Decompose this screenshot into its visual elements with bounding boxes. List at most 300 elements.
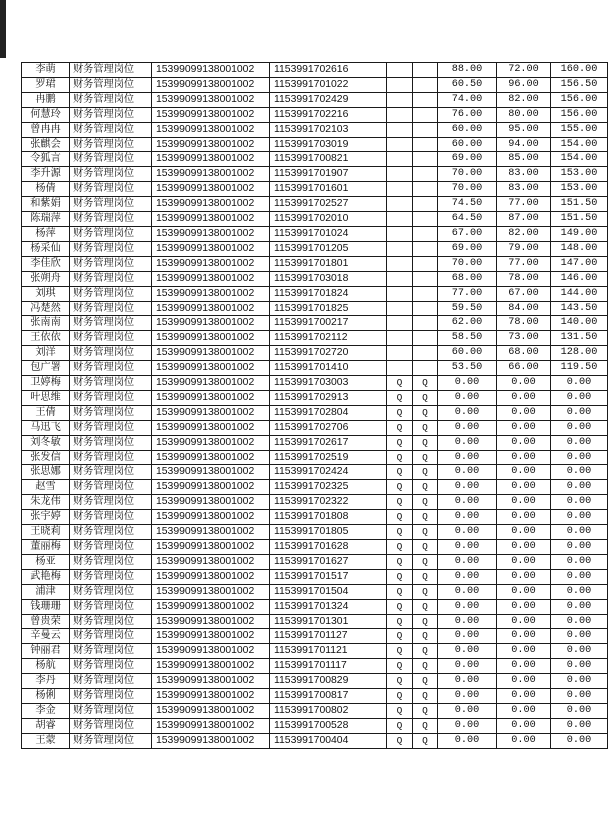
post-name-cell: 财务管理岗位 <box>70 480 152 495</box>
post-name-cell: 财务管理岗位 <box>70 554 152 569</box>
candidate-name-cell: 和紫娟 <box>22 197 70 212</box>
status-flag-cell <box>387 212 413 227</box>
candidate-name-cell: 张麒会 <box>22 137 70 152</box>
post-name-cell: 财务管理岗位 <box>70 569 152 584</box>
exam-id-cell: 1153991703019 <box>270 137 387 152</box>
interview-score-cell: 79.00 <box>497 241 551 256</box>
position-code-cell: 15399099138001002 <box>152 465 270 480</box>
candidate-name-cell: 杨倩 <box>22 182 70 197</box>
position-code-cell: 15399099138001002 <box>152 346 270 361</box>
candidate-name-cell: 王晓莉 <box>22 525 70 540</box>
table-row <box>22 63 608 78</box>
post-name-cell: 财务管理岗位 <box>70 718 152 733</box>
status-flag-cell: Q <box>387 525 413 540</box>
interview-score-cell: 0.00 <box>497 644 551 659</box>
candidate-name-cell: 张发信 <box>22 450 70 465</box>
table-row <box>22 390 608 405</box>
post-name-cell: 财务管理岗位 <box>70 599 152 614</box>
total-score-cell: 119.50 <box>551 361 608 376</box>
total-score-cell: 0.00 <box>551 390 608 405</box>
candidate-name-cell: 令狐言 <box>22 152 70 167</box>
written-score-cell: 60.00 <box>438 346 497 361</box>
post-name-cell: 财务管理岗位 <box>70 271 152 286</box>
written-score-cell: 0.00 <box>438 733 497 748</box>
total-score-cell: 0.00 <box>551 614 608 629</box>
written-score-cell: 74.50 <box>438 197 497 212</box>
written-score-cell: 0.00 <box>438 644 497 659</box>
status-flag-cell: Q <box>387 376 413 391</box>
exam-id-cell: 1153991701410 <box>270 361 387 376</box>
status-flag-cell: Q <box>413 674 438 689</box>
written-score-cell: 59.50 <box>438 301 497 316</box>
written-score-cell: 88.00 <box>438 63 497 78</box>
status-flag-cell <box>413 361 438 376</box>
interview-score-cell: 0.00 <box>497 390 551 405</box>
written-score-cell: 0.00 <box>438 554 497 569</box>
written-score-cell: 60.00 <box>438 122 497 137</box>
table-row <box>22 525 608 540</box>
exam-id-cell: 1153991702010 <box>270 212 387 227</box>
table-row <box>22 540 608 555</box>
status-flag-cell <box>387 256 413 271</box>
post-name-cell: 财务管理岗位 <box>70 733 152 748</box>
position-code-cell: 15399099138001002 <box>152 584 270 599</box>
exam-id-cell: 1153991702429 <box>270 92 387 107</box>
status-flag-cell: Q <box>413 629 438 644</box>
post-name-cell: 财务管理岗位 <box>70 376 152 391</box>
written-score-cell: 64.50 <box>438 212 497 227</box>
position-code-cell: 15399099138001002 <box>152 495 270 510</box>
status-flag-cell: Q <box>387 465 413 480</box>
exam-id-cell: 1153991701601 <box>270 182 387 197</box>
interview-score-cell: 95.00 <box>497 122 551 137</box>
post-name-cell: 财务管理岗位 <box>70 703 152 718</box>
status-flag-cell <box>413 316 438 331</box>
interview-score-cell: 80.00 <box>497 107 551 122</box>
post-name-cell: 财务管理岗位 <box>70 226 152 241</box>
candidate-name-cell: 卫婷梅 <box>22 376 70 391</box>
position-code-cell: 15399099138001002 <box>152 107 270 122</box>
table-row <box>22 689 608 704</box>
status-flag-cell <box>413 226 438 241</box>
total-score-cell: 153.00 <box>551 167 608 182</box>
status-flag-cell: Q <box>387 405 413 420</box>
post-name-cell: 财务管理岗位 <box>70 495 152 510</box>
total-score-cell: 0.00 <box>551 510 608 525</box>
written-score-cell: 60.00 <box>438 137 497 152</box>
interview-score-cell: 82.00 <box>497 226 551 241</box>
total-score-cell: 0.00 <box>551 480 608 495</box>
status-flag-cell: Q <box>413 435 438 450</box>
post-name-cell: 财务管理岗位 <box>70 122 152 137</box>
interview-score-cell: 0.00 <box>497 584 551 599</box>
position-code-cell: 15399099138001002 <box>152 122 270 137</box>
table-row <box>22 629 608 644</box>
written-score-cell: 0.00 <box>438 540 497 555</box>
position-code-cell: 15399099138001002 <box>152 733 270 748</box>
position-code-cell: 15399099138001002 <box>152 689 270 704</box>
written-score-cell: 53.50 <box>438 361 497 376</box>
written-score-cell: 0.00 <box>438 689 497 704</box>
position-code-cell: 15399099138001002 <box>152 212 270 227</box>
table-row <box>22 92 608 107</box>
post-name-cell: 财务管理岗位 <box>70 629 152 644</box>
status-flag-cell <box>387 152 413 167</box>
interview-score-cell: 0.00 <box>497 614 551 629</box>
total-score-cell: 0.00 <box>551 584 608 599</box>
written-score-cell: 0.00 <box>438 569 497 584</box>
written-score-cell: 68.00 <box>438 271 497 286</box>
candidate-name-cell: 武艳梅 <box>22 569 70 584</box>
total-score-cell: 140.00 <box>551 316 608 331</box>
written-score-cell: 0.00 <box>438 480 497 495</box>
table-row <box>22 197 608 212</box>
candidate-name-cell: 王依依 <box>22 331 70 346</box>
position-code-cell: 15399099138001002 <box>152 450 270 465</box>
exam-id-cell: 1153991700829 <box>270 674 387 689</box>
candidate-name-cell: 张南南 <box>22 316 70 331</box>
table-row <box>22 659 608 674</box>
position-code-cell: 15399099138001002 <box>152 644 270 659</box>
table-row <box>22 435 608 450</box>
exam-id-cell: 1153991701824 <box>270 286 387 301</box>
written-score-cell: 60.50 <box>438 77 497 92</box>
post-name-cell: 财务管理岗位 <box>70 167 152 182</box>
candidate-name-cell: 李金 <box>22 703 70 718</box>
total-score-cell: 0.00 <box>551 420 608 435</box>
position-code-cell: 15399099138001002 <box>152 316 270 331</box>
written-score-cell: 0.00 <box>438 674 497 689</box>
status-flag-cell <box>387 63 413 78</box>
total-score-cell: 0.00 <box>551 733 608 748</box>
total-score-cell: 156.00 <box>551 107 608 122</box>
table-row <box>22 674 608 689</box>
table-row <box>22 554 608 569</box>
status-flag-cell <box>387 167 413 182</box>
status-flag-cell <box>413 137 438 152</box>
written-score-cell: 0.00 <box>438 420 497 435</box>
candidate-name-cell: 钟丽君 <box>22 644 70 659</box>
table-row <box>22 122 608 137</box>
total-score-cell: 131.50 <box>551 331 608 346</box>
status-flag-cell: Q <box>413 525 438 540</box>
interview-score-cell: 82.00 <box>497 92 551 107</box>
total-score-cell: 156.00 <box>551 92 608 107</box>
exam-id-cell: 1153991702103 <box>270 122 387 137</box>
post-name-cell: 财务管理岗位 <box>70 689 152 704</box>
status-flag-cell: Q <box>387 733 413 748</box>
written-score-cell: 0.00 <box>438 629 497 644</box>
status-flag-cell: Q <box>387 644 413 659</box>
exam-id-cell: 1153991700404 <box>270 733 387 748</box>
status-flag-cell <box>413 256 438 271</box>
position-code-cell: 15399099138001002 <box>152 390 270 405</box>
table-row <box>22 480 608 495</box>
status-flag-cell: Q <box>387 495 413 510</box>
total-score-cell: 151.50 <box>551 212 608 227</box>
status-flag-cell: Q <box>387 599 413 614</box>
candidate-name-cell: 曾贵荣 <box>22 614 70 629</box>
exam-id-cell: 1153991701628 <box>270 540 387 555</box>
interview-score-cell: 0.00 <box>497 376 551 391</box>
table-row <box>22 286 608 301</box>
table-row <box>22 733 608 748</box>
post-name-cell: 财务管理岗位 <box>70 92 152 107</box>
candidate-name-cell: 杨航 <box>22 659 70 674</box>
status-flag-cell: Q <box>413 405 438 420</box>
interview-score-cell: 83.00 <box>497 167 551 182</box>
interview-score-cell: 0.00 <box>497 554 551 569</box>
status-flag-cell: Q <box>413 733 438 748</box>
position-code-cell: 15399099138001002 <box>152 361 270 376</box>
status-flag-cell: Q <box>387 629 413 644</box>
candidate-name-cell: 李佳欣 <box>22 256 70 271</box>
status-flag-cell <box>413 212 438 227</box>
candidate-name-cell: 张朔舟 <box>22 271 70 286</box>
post-name-cell: 财务管理岗位 <box>70 644 152 659</box>
total-score-cell: 0.00 <box>551 659 608 674</box>
table-row <box>22 450 608 465</box>
written-score-cell: 0.00 <box>438 376 497 391</box>
written-score-cell: 0.00 <box>438 525 497 540</box>
post-name-cell: 财务管理岗位 <box>70 197 152 212</box>
status-flag-cell: Q <box>387 510 413 525</box>
position-code-cell: 15399099138001002 <box>152 376 270 391</box>
interview-score-cell: 0.00 <box>497 480 551 495</box>
status-flag-cell: Q <box>387 390 413 405</box>
total-score-cell: 0.00 <box>551 465 608 480</box>
position-code-cell: 15399099138001002 <box>152 167 270 182</box>
position-code-cell: 15399099138001002 <box>152 241 270 256</box>
exam-id-cell: 1153991701127 <box>270 629 387 644</box>
written-score-cell: 0.00 <box>438 584 497 599</box>
status-flag-cell: Q <box>413 569 438 584</box>
exam-id-cell: 1153991702325 <box>270 480 387 495</box>
written-score-cell: 0.00 <box>438 659 497 674</box>
interview-score-cell: 78.00 <box>497 271 551 286</box>
table-row <box>22 420 608 435</box>
post-name-cell: 财务管理岗位 <box>70 286 152 301</box>
written-score-cell: 58.50 <box>438 331 497 346</box>
exam-id-cell: 1153991702804 <box>270 405 387 420</box>
written-score-cell: 69.00 <box>438 152 497 167</box>
status-flag-cell: Q <box>387 480 413 495</box>
exam-id-cell: 1153991702527 <box>270 197 387 212</box>
post-name-cell: 财务管理岗位 <box>70 256 152 271</box>
table-row <box>22 316 608 331</box>
written-score-cell: 0.00 <box>438 405 497 420</box>
status-flag-cell: Q <box>413 540 438 555</box>
candidate-name-cell: 张宇婷 <box>22 510 70 525</box>
written-score-cell: 77.00 <box>438 286 497 301</box>
exam-id-cell: 1153991701121 <box>270 644 387 659</box>
interview-score-cell: 0.00 <box>497 465 551 480</box>
exam-id-cell: 1153991702216 <box>270 107 387 122</box>
post-name-cell: 财务管理岗位 <box>70 107 152 122</box>
total-score-cell: 154.00 <box>551 137 608 152</box>
interview-score-cell: 68.00 <box>497 346 551 361</box>
total-score-cell: 0.00 <box>551 376 608 391</box>
interview-score-cell: 83.00 <box>497 182 551 197</box>
candidate-name-cell: 曾冉冉 <box>22 122 70 137</box>
interview-score-cell: 66.00 <box>497 361 551 376</box>
exam-id-cell: 1153991701504 <box>270 584 387 599</box>
candidate-name-cell: 何慧玲 <box>22 107 70 122</box>
written-score-cell: 0.00 <box>438 599 497 614</box>
total-score-cell: 0.00 <box>551 703 608 718</box>
exam-id-cell: 1153991700817 <box>270 689 387 704</box>
total-score-cell: 0.00 <box>551 599 608 614</box>
total-score-cell: 160.00 <box>551 63 608 78</box>
exam-id-cell: 1153991701024 <box>270 226 387 241</box>
status-flag-cell <box>387 286 413 301</box>
table-row <box>22 346 608 361</box>
status-flag-cell: Q <box>387 540 413 555</box>
status-flag-cell: Q <box>387 450 413 465</box>
status-flag-cell: Q <box>413 390 438 405</box>
post-name-cell: 财务管理岗位 <box>70 331 152 346</box>
exam-id-cell: 1153991702616 <box>270 63 387 78</box>
interview-score-cell: 0.00 <box>497 569 551 584</box>
post-name-cell: 财务管理岗位 <box>70 361 152 376</box>
candidate-name-cell: 杨亚 <box>22 554 70 569</box>
candidate-name-cell: 包广署 <box>22 361 70 376</box>
table-row <box>22 77 608 92</box>
exam-id-cell: 1153991702913 <box>270 390 387 405</box>
candidate-name-cell: 马迅飞 <box>22 420 70 435</box>
status-flag-cell <box>387 182 413 197</box>
position-code-cell: 15399099138001002 <box>152 77 270 92</box>
status-flag-cell <box>413 167 438 182</box>
interview-score-cell: 77.00 <box>497 197 551 212</box>
candidate-name-cell: 叶思维 <box>22 390 70 405</box>
candidate-name-cell: 刘琪 <box>22 286 70 301</box>
status-flag-cell <box>387 197 413 212</box>
exam-id-cell: 1153991700528 <box>270 718 387 733</box>
status-flag-cell <box>413 122 438 137</box>
position-code-cell: 15399099138001002 <box>152 435 270 450</box>
total-score-cell: 148.00 <box>551 241 608 256</box>
table-row <box>22 182 608 197</box>
interview-score-cell: 0.00 <box>497 495 551 510</box>
status-flag-cell <box>413 92 438 107</box>
total-score-cell: 0.00 <box>551 495 608 510</box>
status-flag-cell <box>413 331 438 346</box>
status-flag-cell <box>387 316 413 331</box>
candidate-name-cell: 张思娜 <box>22 465 70 480</box>
status-flag-cell: Q <box>413 689 438 704</box>
exam-id-cell: 1153991702112 <box>270 331 387 346</box>
status-flag-cell <box>387 241 413 256</box>
post-name-cell: 财务管理岗位 <box>70 316 152 331</box>
written-score-cell: 62.00 <box>438 316 497 331</box>
status-flag-cell: Q <box>413 584 438 599</box>
position-code-cell: 15399099138001002 <box>152 599 270 614</box>
written-score-cell: 70.00 <box>438 167 497 182</box>
position-code-cell: 15399099138001002 <box>152 197 270 212</box>
written-score-cell: 70.00 <box>438 182 497 197</box>
candidate-name-cell: 朱龙伟 <box>22 495 70 510</box>
status-flag-cell <box>387 331 413 346</box>
exam-id-cell: 1153991703018 <box>270 271 387 286</box>
total-score-cell: 0.00 <box>551 644 608 659</box>
exam-id-cell: 1153991702424 <box>270 465 387 480</box>
interview-score-cell: 0.00 <box>497 405 551 420</box>
post-name-cell: 财务管理岗位 <box>70 540 152 555</box>
candidate-name-cell: 浦津 <box>22 584 70 599</box>
status-flag-cell <box>387 122 413 137</box>
exam-id-cell: 1153991701801 <box>270 256 387 271</box>
post-name-cell: 财务管理岗位 <box>70 435 152 450</box>
interview-score-cell: 0.00 <box>497 629 551 644</box>
interview-score-cell: 96.00 <box>497 77 551 92</box>
total-score-cell: 0.00 <box>551 540 608 555</box>
table-row <box>22 271 608 286</box>
total-score-cell: 0.00 <box>551 689 608 704</box>
status-flag-cell <box>413 63 438 78</box>
candidate-name-cell: 辛曼云 <box>22 629 70 644</box>
written-score-cell: 0.00 <box>438 465 497 480</box>
interview-score-cell: 0.00 <box>497 674 551 689</box>
written-score-cell: 0.00 <box>438 718 497 733</box>
post-name-cell: 财务管理岗位 <box>70 301 152 316</box>
status-flag-cell <box>413 107 438 122</box>
exam-id-cell: 1153991702720 <box>270 346 387 361</box>
interview-score-cell: 72.00 <box>497 63 551 78</box>
table-row <box>22 495 608 510</box>
status-flag-cell <box>413 152 438 167</box>
candidate-name-cell: 刘冬敏 <box>22 435 70 450</box>
exam-id-cell: 1153991701022 <box>270 77 387 92</box>
total-score-cell: 144.00 <box>551 286 608 301</box>
total-score-cell: 147.00 <box>551 256 608 271</box>
position-code-cell: 15399099138001002 <box>152 629 270 644</box>
total-score-cell: 154.00 <box>551 152 608 167</box>
status-flag-cell <box>387 77 413 92</box>
status-flag-cell: Q <box>387 718 413 733</box>
written-score-cell: 0.00 <box>438 435 497 450</box>
status-flag-cell: Q <box>387 674 413 689</box>
status-flag-cell: Q <box>413 465 438 480</box>
table-row <box>22 465 608 480</box>
interview-score-cell: 0.00 <box>497 599 551 614</box>
post-name-cell: 财务管理岗位 <box>70 137 152 152</box>
table-row <box>22 644 608 659</box>
table-row <box>22 167 608 182</box>
position-code-cell: 15399099138001002 <box>152 405 270 420</box>
candidate-name-cell: 钱珊珊 <box>22 599 70 614</box>
table-row <box>22 718 608 733</box>
score-table <box>21 62 608 749</box>
interview-score-cell: 0.00 <box>497 420 551 435</box>
position-code-cell: 15399099138001002 <box>152 256 270 271</box>
total-score-cell: 0.00 <box>551 450 608 465</box>
status-flag-cell: Q <box>387 614 413 629</box>
interview-score-cell: 87.00 <box>497 212 551 227</box>
position-code-cell: 15399099138001002 <box>152 301 270 316</box>
candidate-name-cell: 李升源 <box>22 167 70 182</box>
interview-score-cell: 94.00 <box>497 137 551 152</box>
interview-score-cell: 67.00 <box>497 286 551 301</box>
candidate-name-cell: 王倩 <box>22 405 70 420</box>
total-score-cell: 0.00 <box>551 718 608 733</box>
total-score-cell: 0.00 <box>551 674 608 689</box>
written-score-cell: 70.00 <box>438 256 497 271</box>
post-name-cell: 财务管理岗位 <box>70 674 152 689</box>
position-code-cell: 15399099138001002 <box>152 703 270 718</box>
status-flag-cell <box>413 286 438 301</box>
position-code-cell: 15399099138001002 <box>152 152 270 167</box>
